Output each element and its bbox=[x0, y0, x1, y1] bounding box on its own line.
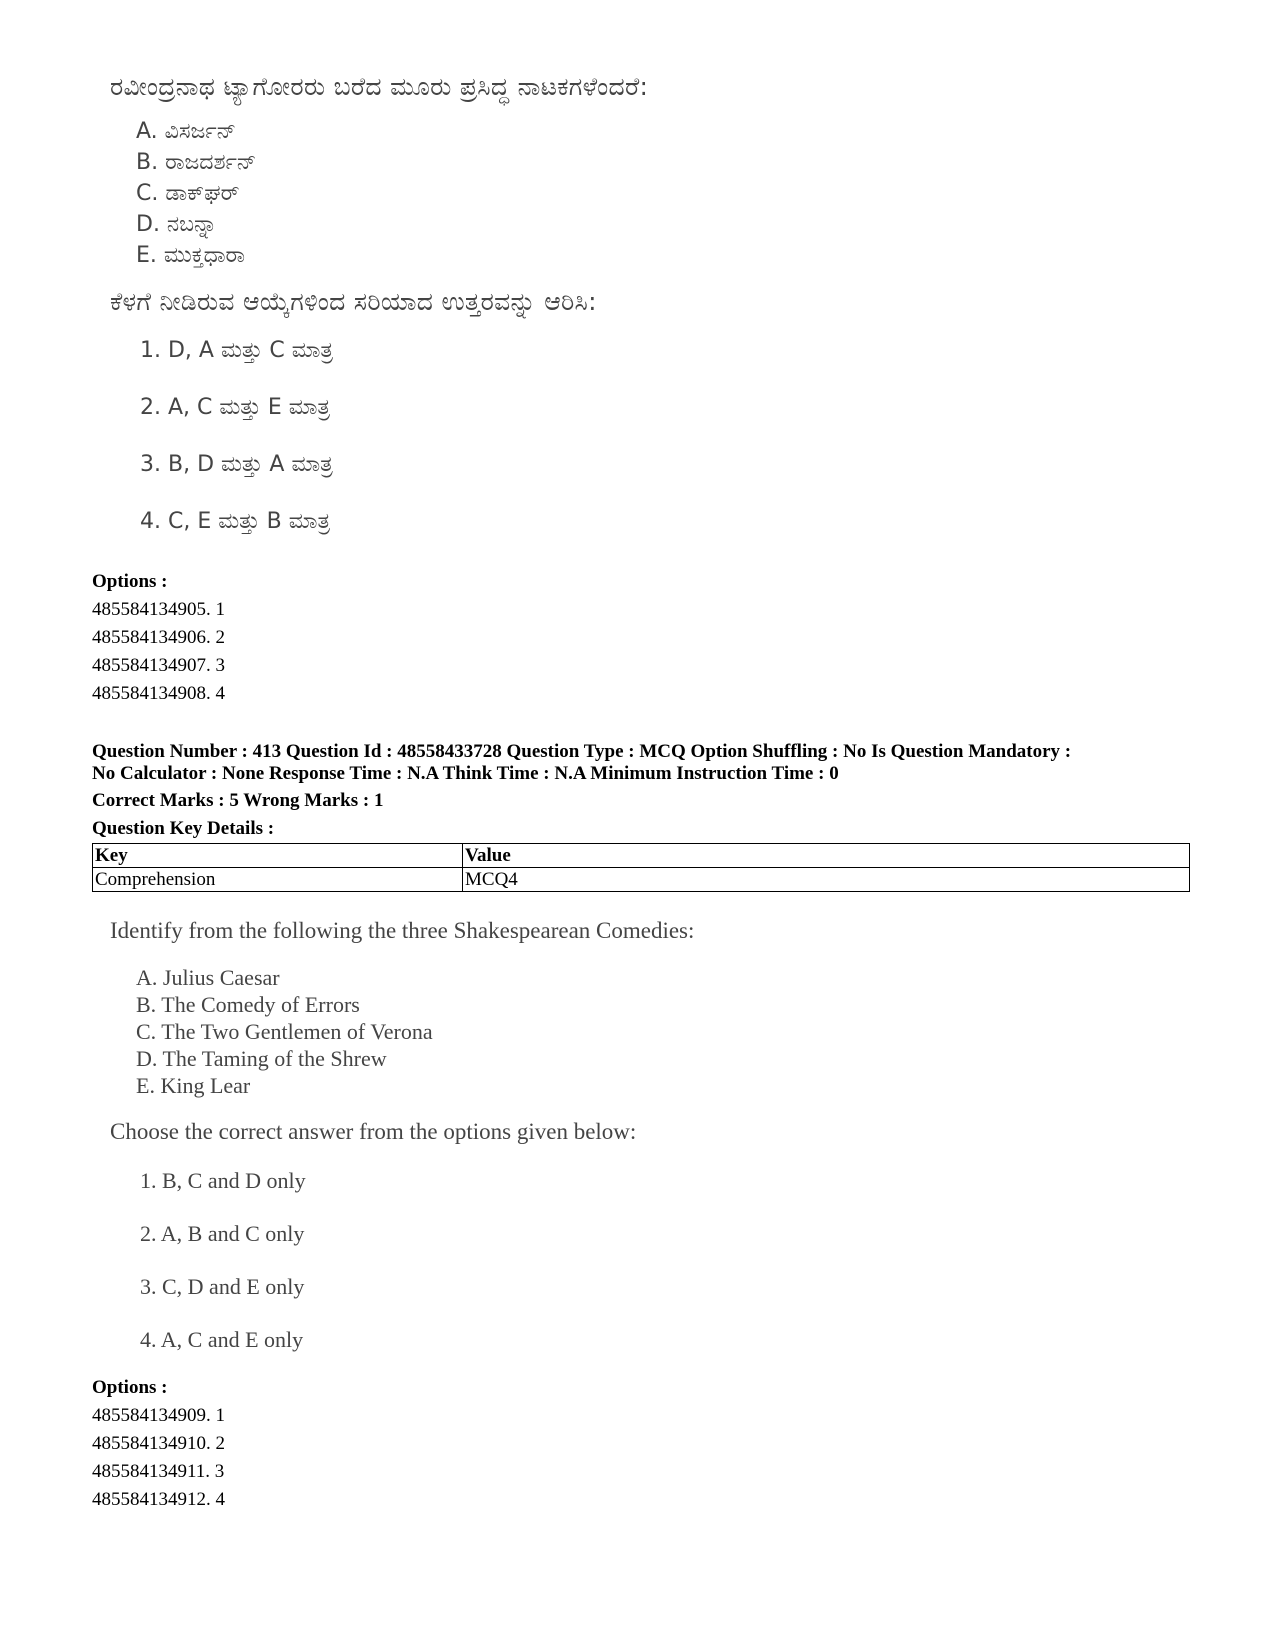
q412-item: C. ಡಾಕ್‌ಘರ್ bbox=[136, 181, 240, 206]
q413-stem: Identify from the following the three Shakespearean Comedies: bbox=[110, 918, 695, 943]
q412-item: B. ರಾಜದರ್ಶನ್ bbox=[136, 150, 257, 175]
q413-item: A. Julius Caesar bbox=[136, 965, 280, 990]
q413-item: E. King Lear bbox=[136, 1073, 251, 1098]
question-meta-line: Question Number : 413 Question Id : 48558433728 Question Type : MCQ Option Shuffling : No Is Question Mandatory : bbox=[92, 741, 1072, 762]
q412-prompt: ಕೆಳಗೆ ನೀಡಿರುವ ಆಯ್ಕೆಗಳಿಂದ ಸರಿಯಾದ ಉತ್ತರವನ್ನು ಆರಿಸಿ: bbox=[110, 287, 597, 316]
table-header-row bbox=[93, 844, 1190, 868]
q412-choice: 2. A, C ಮತ್ತು E ಮಾತ್ರ bbox=[140, 395, 330, 420]
table-header-key: Key bbox=[93, 844, 463, 868]
q413-choices bbox=[140, 1165, 694, 1356]
q412-stem: ರವೀಂದ್ರನಾಥ ಟ್ಯಾಗೋರರು ಬರೆದ ಮೂರು ಪ್ರಸಿದ್ಧ ನಾಟಕಗಳೆಂದರೆ: bbox=[110, 72, 649, 101]
q412-choice: 4. C, E ಮತ್ತು B ಮಾತ್ರ bbox=[140, 509, 331, 534]
table-cell-value: MCQ4 bbox=[463, 868, 1190, 892]
q413-choice: 1. B, C and D only bbox=[140, 1168, 306, 1193]
q413-options bbox=[92, 1374, 225, 1514]
q413-question-image bbox=[110, 918, 694, 1356]
q413-choice: 3. C, D and E only bbox=[140, 1274, 305, 1299]
option-item: 485584134911. 3 bbox=[92, 1461, 225, 1482]
option-item: 485584134906. 2 bbox=[92, 627, 225, 648]
option-item: 485584134908. 4 bbox=[92, 683, 225, 704]
table-header-value: Value bbox=[463, 844, 1190, 868]
question-meta-line: No Calculator : None Response Time : N.A Think Time : N.A Minimum Instruction Time : 0 bbox=[92, 763, 839, 784]
q413-header bbox=[92, 741, 1190, 892]
key-details-label: Question Key Details : bbox=[92, 818, 275, 839]
q413-prompt: Choose the correct answer from the options given below: bbox=[110, 1119, 637, 1144]
options-label: Options : bbox=[92, 1377, 168, 1398]
table-row bbox=[93, 868, 1190, 892]
q413-item: C. The Two Gentlemen of Verona bbox=[136, 1019, 433, 1044]
q412-items bbox=[136, 116, 648, 271]
q413-choice: 4. A, C and E only bbox=[140, 1327, 304, 1352]
options-label: Options : bbox=[92, 571, 168, 592]
q412-item: D. ನಬನ್ನಾ bbox=[136, 212, 218, 237]
table-cell-key: Comprehension bbox=[93, 868, 463, 892]
q413-items bbox=[136, 964, 694, 1099]
q412-choice: 1. D, A ಮತ್ತು C ಮಾತ್ರ bbox=[140, 338, 334, 363]
marks-line: Correct Marks : 5 Wrong Marks : 1 bbox=[92, 790, 384, 811]
option-item: 485584134912. 4 bbox=[92, 1489, 225, 1510]
q412-question-image bbox=[110, 72, 648, 538]
q412-item: E. ಮುಕ್ತಧಾರಾ bbox=[136, 243, 245, 268]
q413-item: D. The Taming of the Shrew bbox=[136, 1046, 387, 1071]
q412-choices bbox=[140, 335, 648, 538]
q413-choice: 2. A, B and C only bbox=[140, 1221, 305, 1246]
option-item: 485584134910. 2 bbox=[92, 1433, 225, 1454]
option-item: 485584134905. 1 bbox=[92, 599, 225, 620]
option-item: 485584134907. 3 bbox=[92, 655, 225, 676]
q412-options bbox=[92, 568, 225, 708]
q413-item: B. The Comedy of Errors bbox=[136, 992, 360, 1017]
q412-choice: 3. B, D ಮತ್ತು A ಮಾತ್ರ bbox=[140, 452, 333, 477]
option-item: 485584134909. 1 bbox=[92, 1405, 225, 1426]
key-details-table bbox=[92, 843, 1190, 892]
q412-item: A. ವಿಸರ್ಜನ್ bbox=[136, 119, 237, 144]
